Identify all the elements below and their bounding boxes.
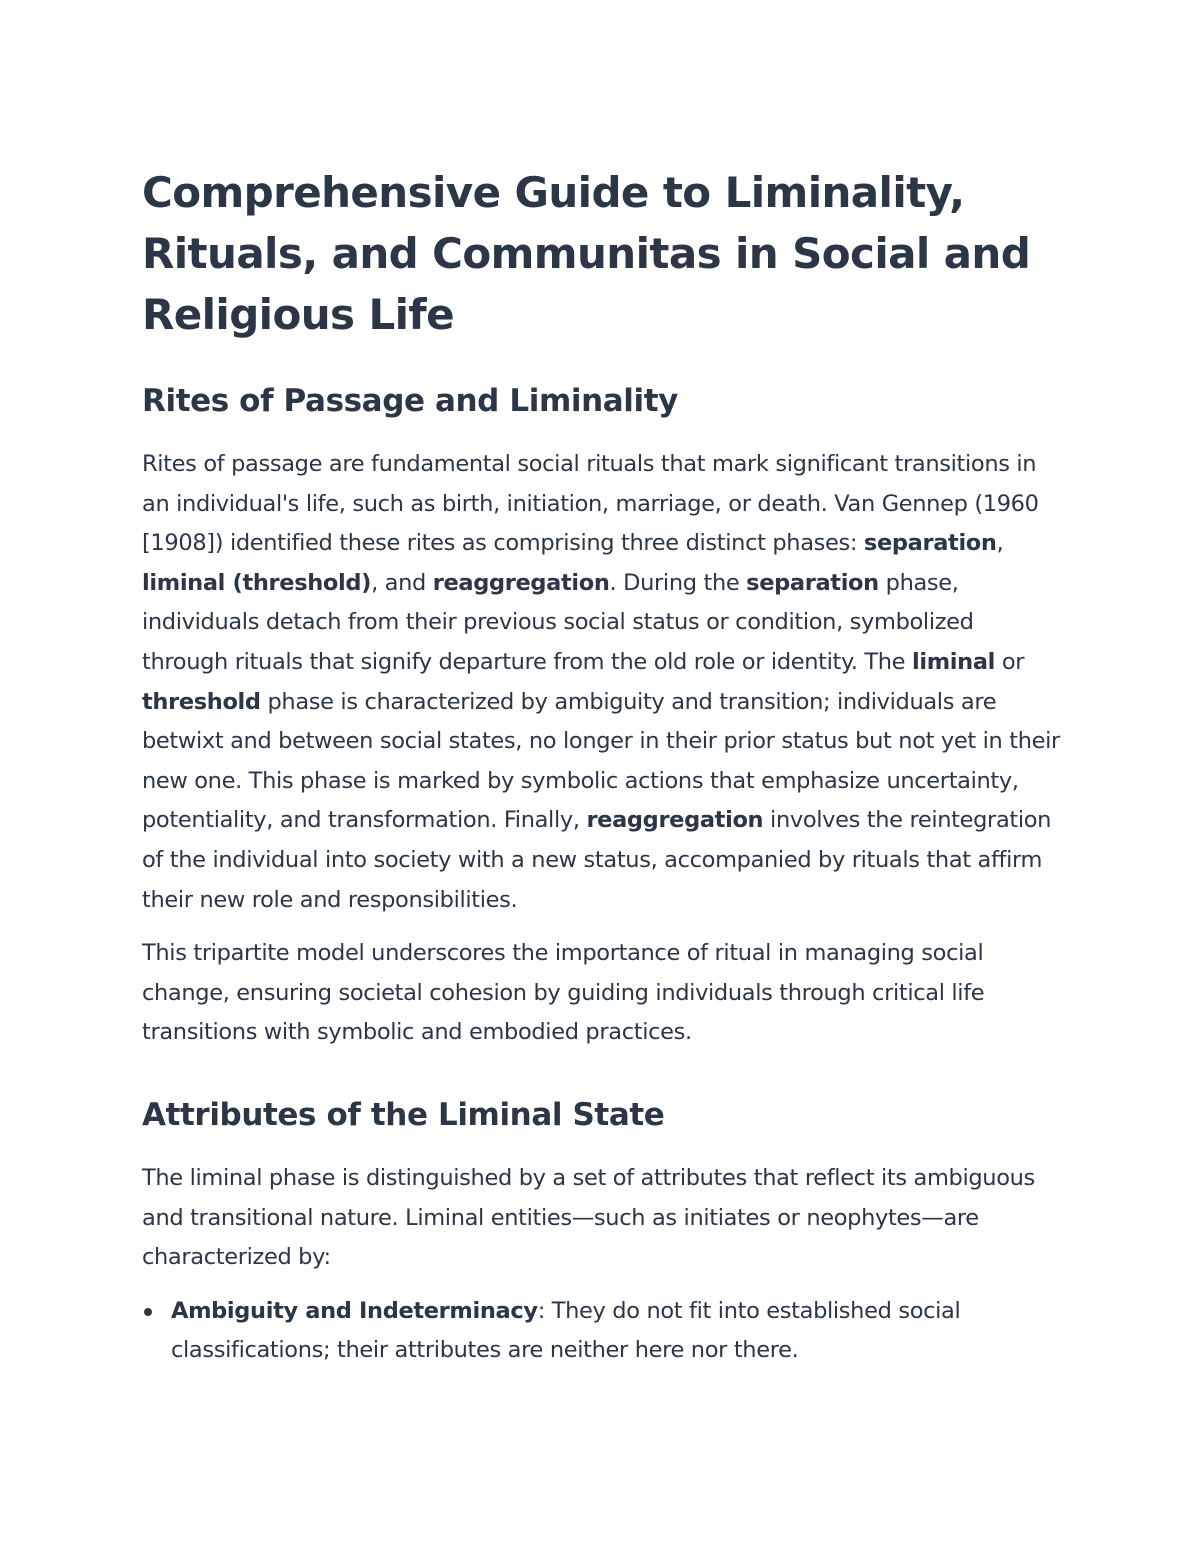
list-item (142, 1292, 1062, 1371)
paragraph: The liminal phase is distinguished by a set of attributes that reflect its ambiguous and transitional nature. Liminal entities—such as initiates or neophytes—are characterized by: (142, 1164, 1035, 1271)
section-heading: Attributes of the Liminal State (142, 1096, 665, 1133)
document-title: Comprehensive Guide to Liminality, Rituals, and Communitas in Social and Religious Life (142, 168, 1031, 339)
paragraph (142, 445, 1062, 920)
section-rites-of-passage (142, 381, 1062, 1053)
text-run: Rites of passage are fundamental social rituals that mark significant transitions in an individual's life, such as birth, initiation, marriage, or death. Van Gennep (1960 [1908]) identified these rites as comprising three distinct phases: (142, 451, 1039, 557)
text-run: phase is characterized by ambiguity and transition; individuals are betwixt and between social states, no longer in their prior status but not yet in their new one. This phase is marked by symbolic actions that emphasize uncertainty, potentiality, and transformation. Finally, (142, 688, 1060, 834)
document-page (142, 162, 1062, 1371)
section-liminal-attributes (142, 1095, 1062, 1371)
text-run: involves the reintegration of the individual into society with a new status, accompanied by rituals that affirm their new role and responsibilities. (142, 807, 1052, 913)
bold-term: reaggregation (432, 569, 610, 596)
bold-term: separation (746, 569, 879, 596)
bold-term: Ambiguity and Indeterminacy (171, 1297, 538, 1324)
bold-term: threshold (142, 688, 261, 715)
bold-term: liminal (threshold) (142, 569, 372, 596)
section-heading: Rites of Passage and Liminality (142, 383, 678, 419)
text-run: : They do not fit into established social classifications; their attributes are neither here nor there. (171, 1297, 961, 1364)
text-run: , and (371, 569, 433, 596)
text-run: phase, individuals detach from their previous social status or condition, symbolized through rituals that signify departure from the old role or identity. The (142, 569, 974, 675)
bold-term: separation (863, 530, 997, 557)
paragraph: This tripartite model underscores the importance of ritual in managing social change, ensuring societal cohesion by guiding individuals through critical life transitions with symbolic and embodied practices. (142, 940, 985, 1046)
attribute-list (142, 1292, 1062, 1371)
bullet-icon (144, 1308, 152, 1316)
bold-term: reaggregation (586, 807, 764, 834)
bold-term: liminal (911, 648, 996, 675)
text-run: , (996, 530, 1004, 557)
text-run: or (995, 648, 1025, 675)
text-run: . During the (609, 569, 747, 596)
